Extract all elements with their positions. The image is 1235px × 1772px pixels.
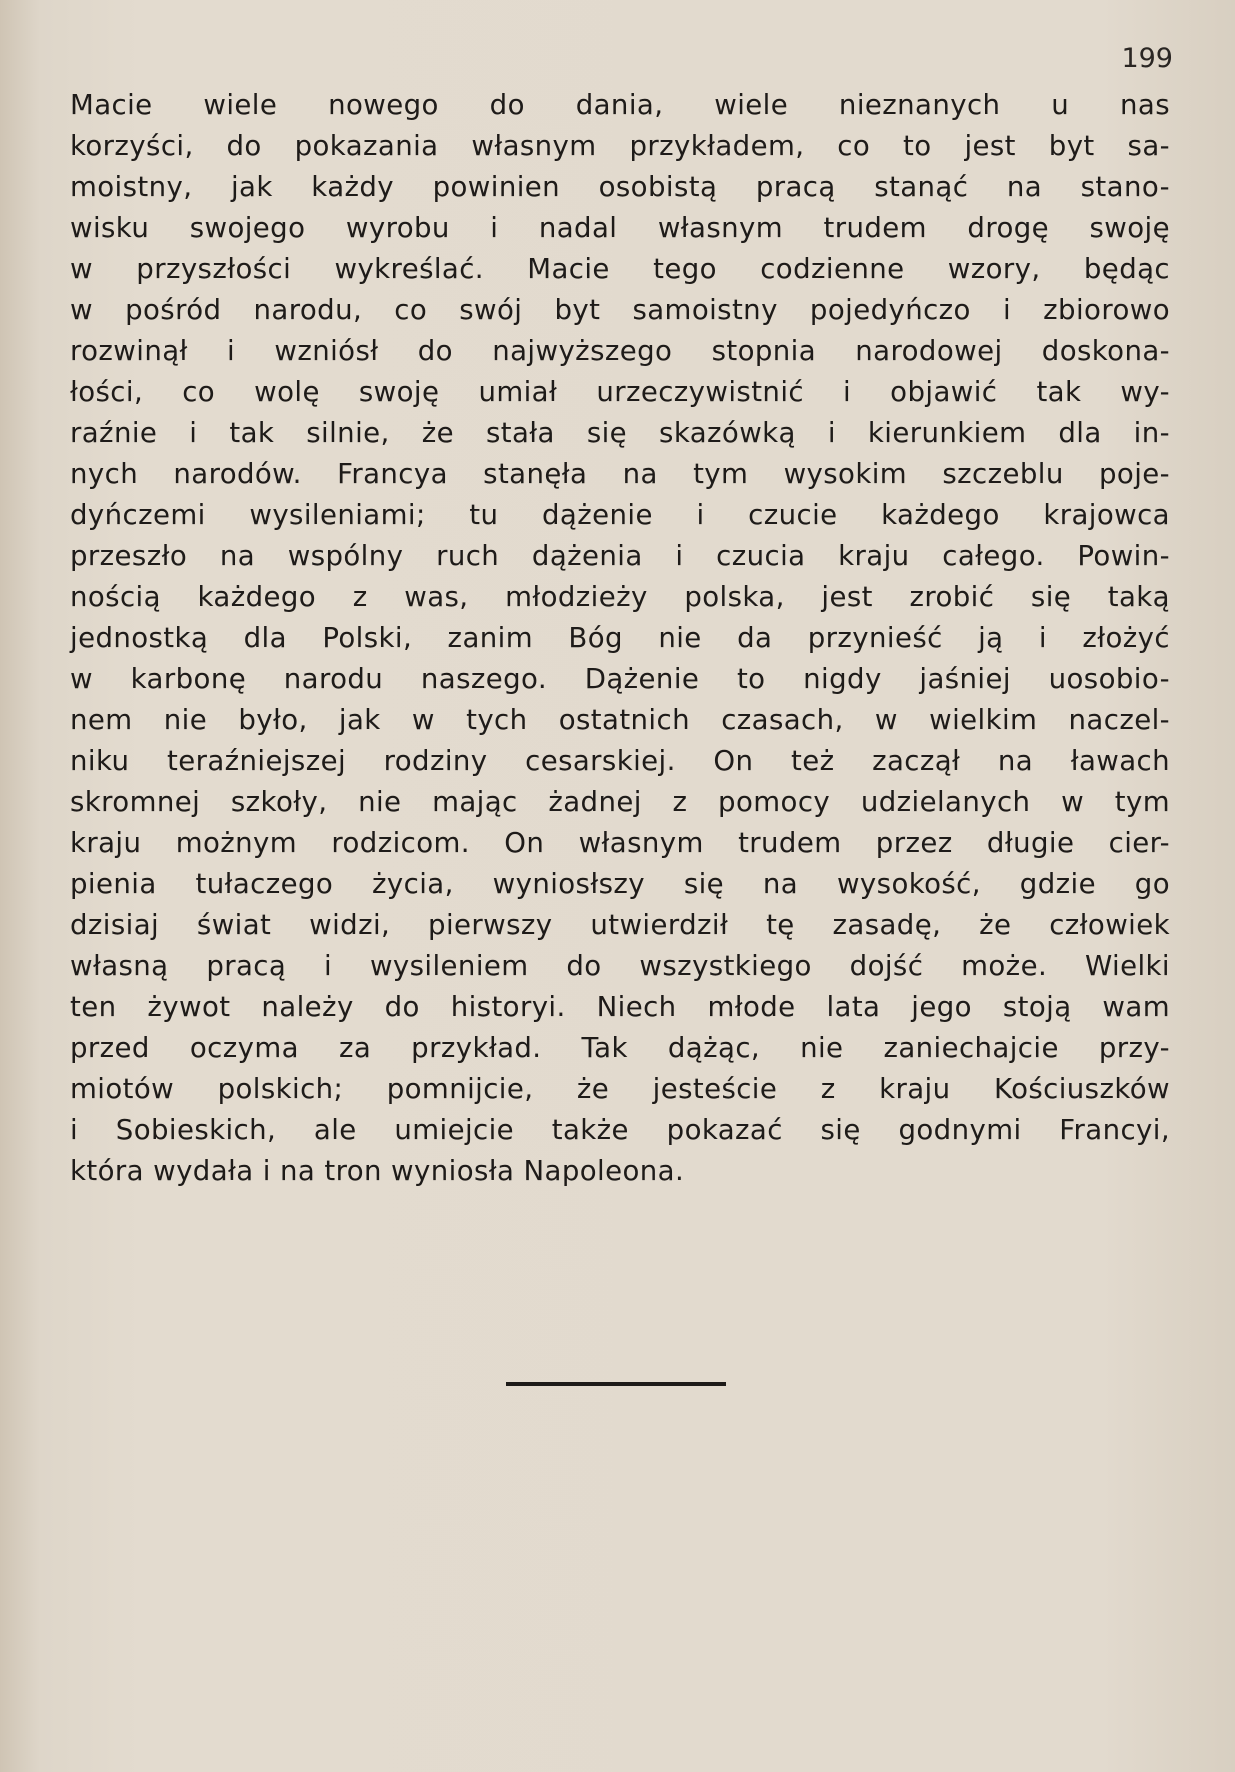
text-line: własną pracą i wysileniem do wszystkiego dojść może. Wielki [70,949,1170,982]
text-line: pienia tułaczego życia, wyniosłszy się na wysokość, gdzie go [70,867,1170,900]
text-line: i Sobieskich, ale umiejcie także pokazać się godnymi Francyi, [70,1113,1170,1146]
text-line: łości, co wolę swoję umiał urzeczywistnić i objawić tak wy- [70,375,1170,408]
section-separator-rule [506,1382,726,1386]
text-line: raźnie i tak silnie, że stała się skazówką i kierunkiem dla in- [70,416,1170,449]
text-line: dyńczemi wysileniami; tu dążenie i czucie każdego krajowca [70,498,1170,531]
text-line: kraju możnym rodzicom. On własnym trudem przez długie cier- [70,826,1170,859]
text-line: moistny, jak każdy powinien osobistą pracą stanąć na stano- [70,170,1170,203]
text-line: ten żywot należy do historyi. Niech młode lata jego stoją wam [70,990,1170,1023]
text-line: skromnej szkoły, nie mając żadnej z pomocy udzielanych w tym [70,785,1170,818]
text-line: rozwinął i wzniósł do najwyższego stopnia narodowej doskona- [70,334,1170,367]
text-line: nych narodów. Francya stanęła na tym wysokim szczeblu poje- [70,457,1170,490]
text-line: wisku swojego wyrobu i nadal własnym trudem drogę swoję [70,211,1170,244]
text-line: miotów polskich; pomnijcie, że jesteście z kraju Kościuszków [70,1072,1170,1105]
text-line: w karbonę narodu naszego. Dążenie to nigdy jaśniej uosobio- [70,662,1170,695]
text-line: nem nie było, jak w tych ostatnich czasach, w wielkim naczel- [70,703,1170,736]
text-line-last: która wydała i na tron wyniosła Napoleona. [70,1154,685,1187]
text-line: w pośród narodu, co swój byt samoistny pojedyńczo i zbiorowo [70,293,1170,326]
text-line: przeszło na wspólny ruch dążenia i czucia kraju całego. Powin- [70,539,1170,572]
text-line: przed oczyma za przykład. Tak dążąc, nie zaniechajcie przy- [70,1031,1170,1064]
text-line: Macie wiele nowego do dania, wiele nieznanych u nas [70,88,1170,121]
text-line: niku teraźniejszej rodziny cesarskiej. On też zaczął na ławach [70,744,1170,777]
text-line: w przyszłości wykreślać. Macie tego codzienne wzory, będąc [70,252,1170,285]
page-number: 199 [1121,43,1173,74]
text-line: korzyści, do pokazania własnym przykładem, co to jest byt sa- [70,129,1170,162]
text-line: nością każdego z was, młodzieży polska, jest zrobić się taką [70,580,1170,613]
text-line: dzisiaj świat widzi, pierwszy utwierdził tę zasadę, że człowiek [70,908,1170,941]
text-line: jednostką dla Polski, zanim Bóg nie da przynieść ją i złożyć [70,621,1170,654]
body-text [70,84,1170,1191]
